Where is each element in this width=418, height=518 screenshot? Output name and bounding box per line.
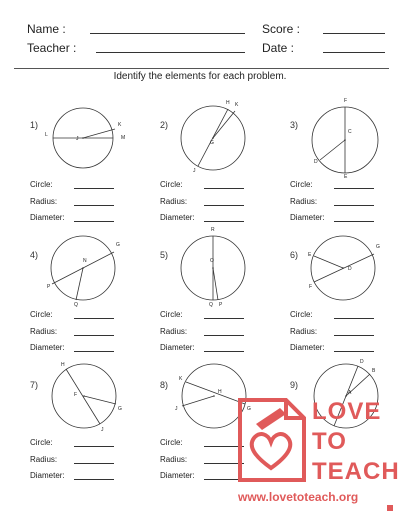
point-label-h: H bbox=[226, 100, 230, 106]
point-label-g: G bbox=[118, 406, 122, 412]
radius-label: Radius: bbox=[160, 455, 188, 464]
diameter-answer-line[interactable] bbox=[334, 351, 374, 352]
radius-answer-line[interactable] bbox=[334, 335, 374, 336]
problem-number: 1) bbox=[30, 120, 39, 130]
instruction-text: Identify the elements for each problem. bbox=[113, 71, 287, 82]
problem-6 bbox=[290, 246, 418, 374]
diameter-label: Diameter: bbox=[160, 471, 195, 480]
radius-answer-line[interactable] bbox=[334, 205, 374, 206]
problem-number: 6) bbox=[290, 250, 299, 260]
point-label-f: F bbox=[344, 98, 348, 104]
point-label-g: G bbox=[376, 244, 380, 250]
problem-2 bbox=[160, 100, 288, 244]
point-label-l: L bbox=[45, 132, 48, 138]
problem-number: 4) bbox=[30, 250, 39, 260]
point-label-j: J bbox=[101, 427, 104, 433]
score-line[interactable] bbox=[323, 33, 385, 34]
radius-answer-line[interactable] bbox=[74, 335, 114, 336]
point-label-f: F bbox=[74, 392, 78, 398]
circle-label: Circle: bbox=[160, 438, 183, 447]
circle-label: Circle: bbox=[30, 438, 53, 447]
point-label-m: M bbox=[121, 135, 126, 141]
logo-text-teach: TEACH bbox=[312, 458, 400, 485]
point-label-k: K bbox=[179, 376, 183, 382]
radius-label: Radius: bbox=[290, 327, 318, 336]
date-label: Date : bbox=[262, 41, 295, 55]
point-label-f: F bbox=[309, 284, 313, 290]
point-label-c: C bbox=[348, 129, 352, 135]
pencil-heart-icon bbox=[234, 396, 308, 484]
point-label-d: D bbox=[348, 266, 352, 272]
point-label-q: Q bbox=[209, 302, 213, 308]
point-label-o: O bbox=[210, 258, 214, 264]
diameter-answer-line[interactable] bbox=[204, 221, 244, 222]
circle-label: Circle: bbox=[160, 310, 183, 319]
teacher-label: Teacher : bbox=[27, 41, 77, 55]
date-line[interactable] bbox=[323, 52, 385, 53]
problem-7 bbox=[30, 362, 158, 504]
diameter-answer-line[interactable] bbox=[74, 351, 114, 352]
radius-label: Radius: bbox=[30, 197, 58, 206]
point-label-r: R bbox=[211, 227, 215, 233]
point-label-b: B bbox=[372, 368, 376, 374]
diameter-answer-line[interactable] bbox=[74, 221, 114, 222]
circle-label: Circle: bbox=[30, 180, 53, 189]
point-label-e: E bbox=[308, 252, 312, 258]
problem-number: 2) bbox=[160, 120, 169, 130]
circle-answer-line[interactable] bbox=[334, 188, 374, 189]
logo-text-love: LOVE bbox=[312, 398, 382, 425]
logo-text-to: TO bbox=[312, 428, 347, 455]
circle-answer-line[interactable] bbox=[204, 318, 244, 319]
problem-number: 9) bbox=[290, 380, 299, 390]
point-label-g: G bbox=[210, 140, 214, 146]
diameter-label: Diameter: bbox=[160, 343, 195, 352]
score-label: Score : bbox=[262, 22, 301, 36]
logo-url: www.lovetoteach.org bbox=[238, 490, 359, 504]
diameter-label: Diameter: bbox=[30, 343, 65, 352]
problem-1 bbox=[30, 116, 158, 244]
radius-label: Radius: bbox=[160, 327, 188, 336]
problem-number: 8) bbox=[160, 380, 169, 390]
diameter-label: Diameter: bbox=[290, 213, 325, 222]
diameter-label: Diameter: bbox=[160, 213, 195, 222]
point-label-j: J bbox=[175, 406, 178, 412]
diameter-label: Diameter: bbox=[30, 213, 65, 222]
point-label-d: D bbox=[360, 359, 364, 365]
point-label-j: J bbox=[76, 136, 79, 142]
point-label-j: J bbox=[193, 168, 196, 174]
diameter-answer-line[interactable] bbox=[204, 351, 244, 352]
problem-number: 3) bbox=[290, 120, 299, 130]
circle-label: Circle: bbox=[290, 310, 313, 319]
name-line[interactable] bbox=[90, 33, 245, 34]
point-label-g: G bbox=[116, 242, 120, 248]
radius-label: Radius: bbox=[30, 455, 58, 464]
circle-label: Circle: bbox=[30, 310, 53, 319]
teacher-line[interactable] bbox=[96, 52, 245, 53]
point-label-a: A bbox=[348, 390, 352, 396]
name-label: Name : bbox=[27, 22, 66, 36]
point-label-e: E bbox=[344, 174, 348, 180]
point-label-k: K bbox=[118, 122, 122, 128]
circle-answer-line[interactable] bbox=[74, 188, 114, 189]
circle-answer-line[interactable] bbox=[334, 318, 374, 319]
circle-label: Circle: bbox=[290, 180, 313, 189]
diameter-answer-line[interactable] bbox=[334, 221, 374, 222]
problem-number: 5) bbox=[160, 250, 169, 260]
problem-5 bbox=[160, 227, 288, 374]
problem-number: 7) bbox=[30, 380, 39, 390]
diameter-answer-line[interactable] bbox=[74, 479, 114, 480]
circle-answer-line[interactable] bbox=[74, 318, 114, 319]
radius-label: Radius: bbox=[290, 197, 318, 206]
radius-answer-line[interactable] bbox=[204, 335, 244, 336]
point-label-g: G bbox=[247, 406, 251, 412]
radius-label: Radius: bbox=[160, 197, 188, 206]
point-label-h: H bbox=[61, 362, 65, 368]
circle-answer-line[interactable] bbox=[204, 188, 244, 189]
diameter-label: Diameter: bbox=[290, 343, 325, 352]
point-label-q: Q bbox=[74, 302, 78, 308]
header-divider bbox=[14, 68, 389, 69]
point-label-n: N bbox=[83, 258, 87, 264]
circle-answer-line[interactable] bbox=[74, 446, 114, 447]
problem-4 bbox=[30, 242, 158, 374]
problem-3 bbox=[290, 98, 418, 244]
point-label-h: H bbox=[218, 389, 222, 395]
love-to-teach-logo bbox=[232, 392, 400, 512]
circle-label: Circle: bbox=[160, 180, 183, 189]
point-label-d: D bbox=[314, 159, 318, 165]
point-label-p: P bbox=[47, 284, 51, 290]
point-label-k: K bbox=[235, 102, 239, 108]
radius-answer-line[interactable] bbox=[74, 463, 114, 464]
radius-label: Radius: bbox=[30, 327, 58, 336]
radius-answer-line[interactable] bbox=[74, 205, 114, 206]
diameter-label: Diameter: bbox=[30, 471, 65, 480]
point-label-p: P bbox=[219, 302, 223, 308]
corner-mark bbox=[387, 505, 393, 511]
radius-answer-line[interactable] bbox=[204, 205, 244, 206]
